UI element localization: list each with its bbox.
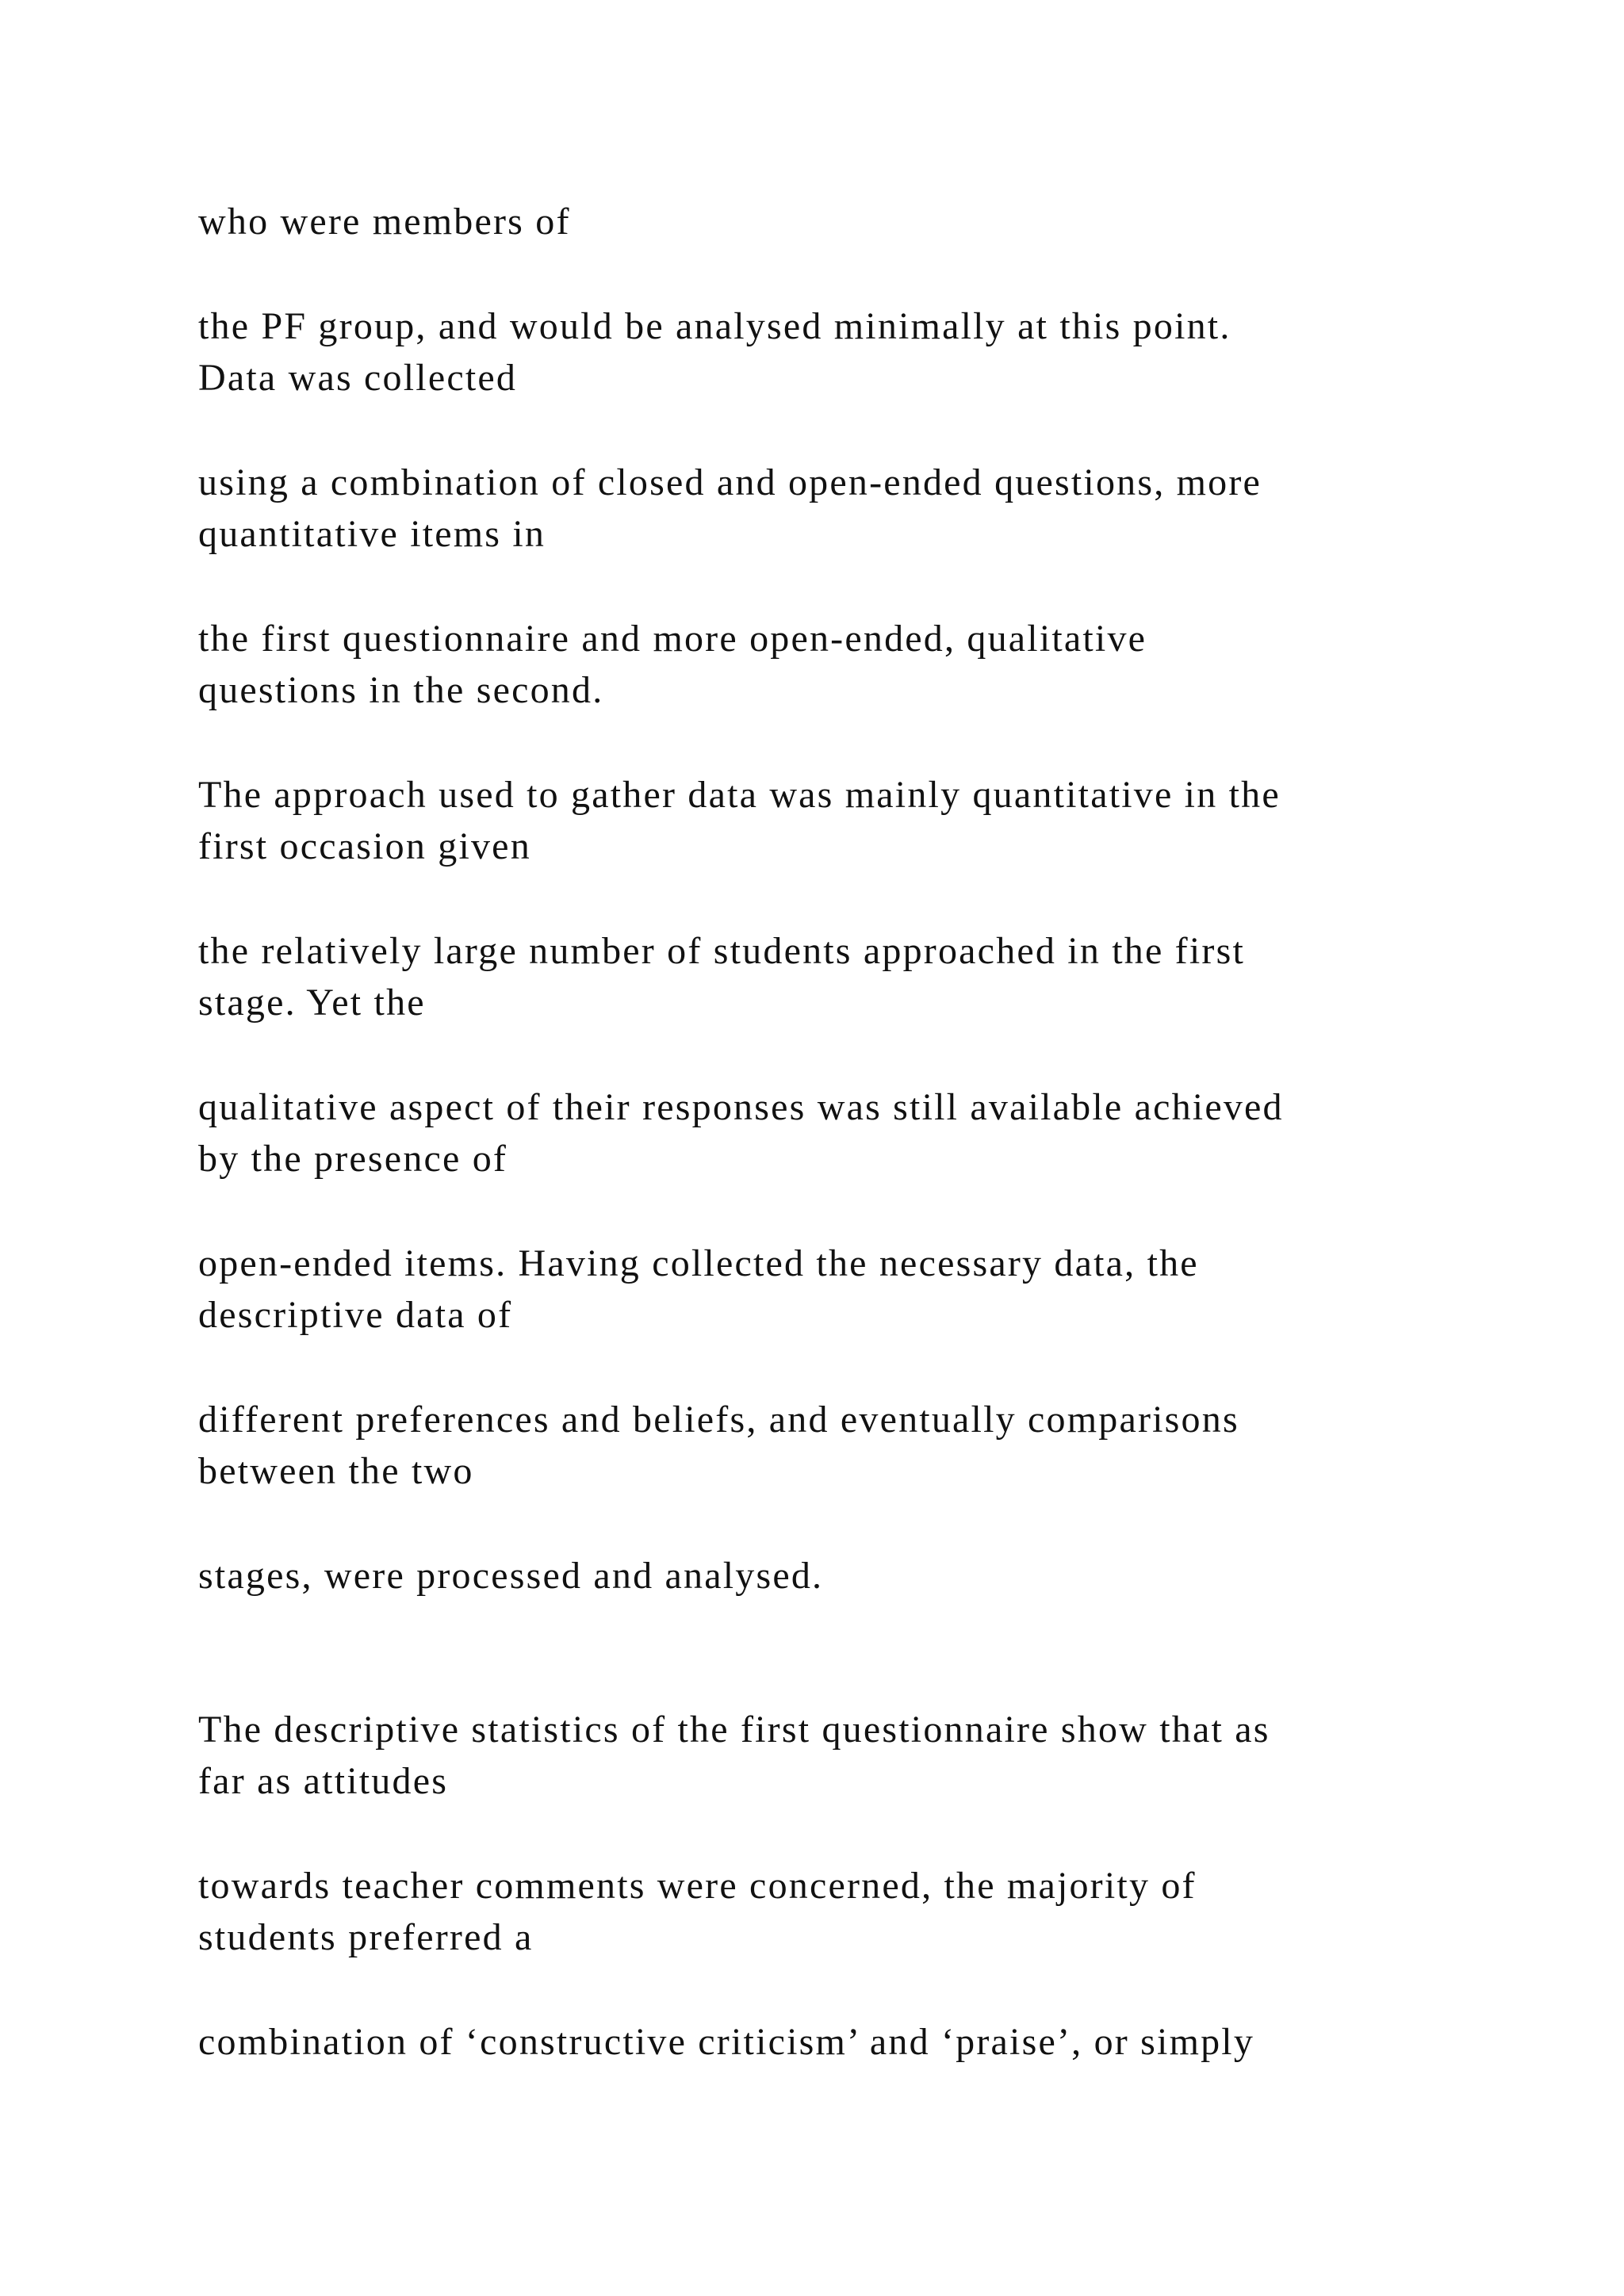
text-line: first occasion given — [198, 825, 531, 867]
text-line: The approach used to gather data was mainly quantitative in the — [198, 774, 1281, 816]
text-line: open-ended items. Having collected the necessary data, the — [198, 1242, 1199, 1284]
text-line: quantitative items in — [198, 513, 546, 555]
text-line: stage. Yet the — [198, 982, 426, 1024]
text-line: the relatively large number of students approached in the first — [198, 930, 1245, 972]
text-line: Data was collected — [198, 357, 518, 399]
text-line: towards teacher comments were concerned, the majority of — [198, 1865, 1197, 1907]
text-line: questions in the second. — [198, 669, 604, 711]
text-line: the PF group, and would be analysed minimally at this point. — [198, 305, 1231, 347]
text-line: between the two — [198, 1450, 474, 1492]
text-line: using a combination of closed and open-ended questions, more — [198, 461, 1262, 503]
text-line: different preferences and beliefs, and eventually comparisons — [198, 1399, 1239, 1441]
text-line: combination of ‘constructive criticism’ and ‘praise’, or simply — [198, 2021, 1255, 2063]
text-line: The descriptive statistics of the first questionnaire show that as — [198, 1709, 1270, 1751]
text-line: qualitative aspect of their responses was still available achieved — [198, 1086, 1284, 1128]
text-line: stages, were processed and analysed. — [198, 1555, 824, 1597]
text-line: by the presence of — [198, 1138, 508, 1180]
text-line: the first questionnaire and more open-ended, qualitative — [198, 618, 1147, 660]
text-line: descriptive data of — [198, 1294, 513, 1336]
text-line: students preferred a — [198, 1916, 534, 1958]
text-line: who were members of — [198, 201, 571, 243]
text-line: far as attitudes — [198, 1760, 449, 1802]
